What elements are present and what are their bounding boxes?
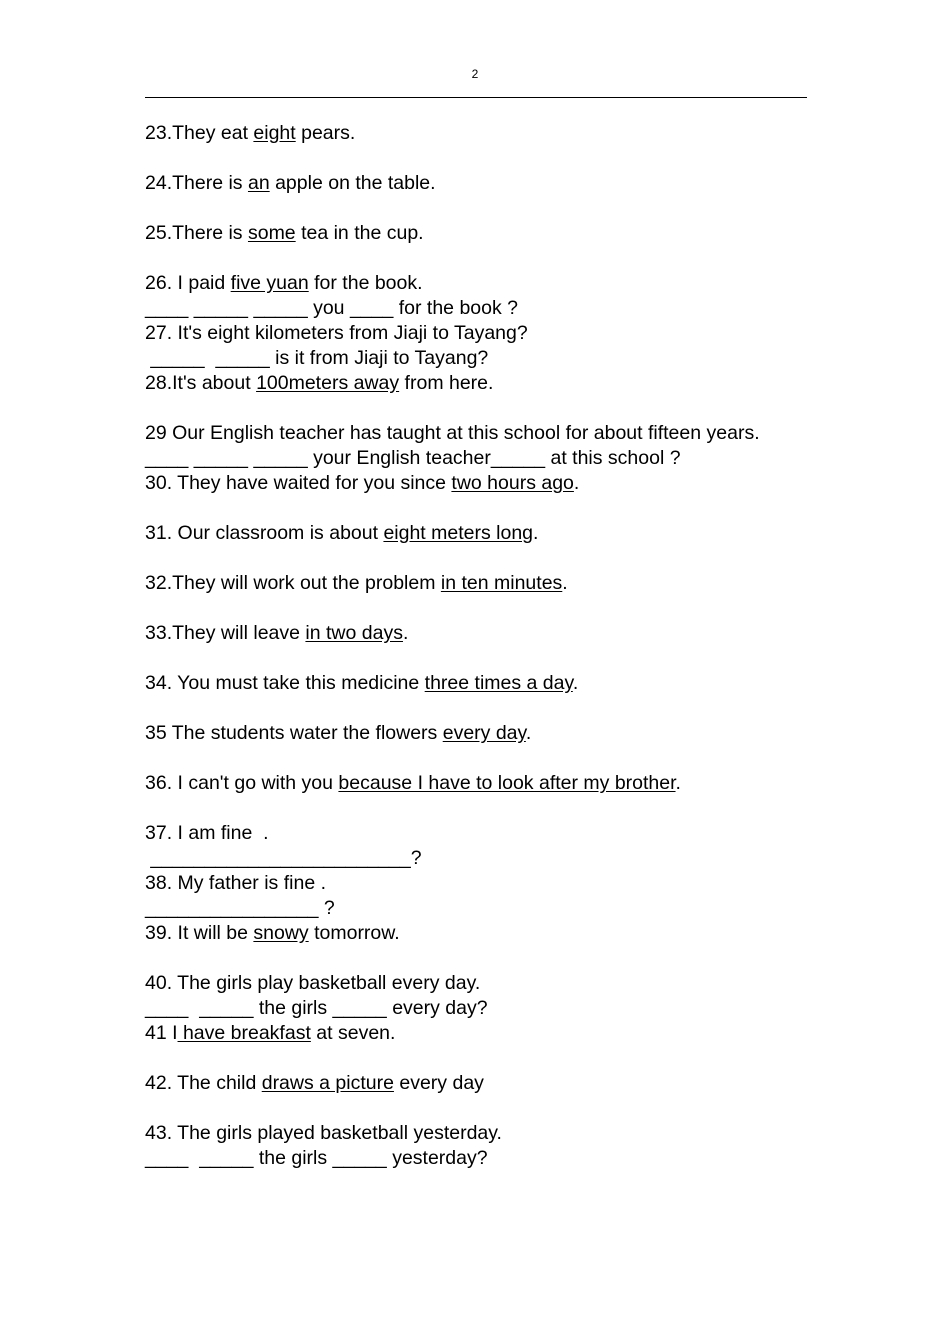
- underlined-phrase: eight: [253, 122, 296, 144]
- underlined-phrase: snowy: [253, 922, 309, 944]
- exercise-line: [145, 771, 825, 796]
- blank-line: [145, 946, 825, 971]
- exercise-line: [145, 446, 825, 471]
- blank-line: [145, 396, 825, 421]
- exercise-line: [145, 371, 825, 396]
- line-text: 35 The students water the flowers: [145, 722, 443, 744]
- underlined-phrase: an: [247, 172, 270, 194]
- exercise-content: [145, 121, 825, 1171]
- blank-line: [145, 696, 825, 721]
- line-text: tomorrow.: [308, 922, 400, 944]
- exercise-line: [145, 1021, 825, 1046]
- line-text: 33.They will leave: [145, 622, 306, 644]
- exercise-line: [145, 521, 825, 546]
- exercise-line: [145, 971, 825, 996]
- exercise-line: [145, 921, 825, 946]
- blank-line: [145, 146, 825, 171]
- line-text: 41 I: [145, 1022, 178, 1044]
- exercise-line: [145, 421, 825, 446]
- line-text: 36. I can't go with you: [145, 772, 339, 794]
- exercise-line: [145, 721, 825, 746]
- exercise-line: [145, 871, 825, 896]
- page-number: 2: [471, 67, 479, 81]
- line-text: ________________ ?: [145, 897, 335, 919]
- blank-line: [145, 496, 825, 521]
- underlined-phrase: 100meters away: [256, 372, 400, 394]
- line-text: _____ _____ is it from Jiaji to Tayang?: [145, 347, 489, 369]
- line-text: .: [402, 622, 409, 644]
- blank-line: [145, 1096, 825, 1121]
- line-text: 24.There is: [145, 172, 248, 194]
- line-text: ____ _____ the girls _____ yesterday?: [145, 1147, 488, 1169]
- underlined-phrase: two hours ago: [451, 472, 574, 494]
- line-text: .: [573, 472, 580, 494]
- exercise-line: [145, 1146, 825, 1171]
- line-text: ____ _____ _____ you ____ for the book ?: [145, 297, 518, 319]
- exercise-line: [145, 321, 825, 346]
- line-text: apple on the table.: [269, 172, 436, 194]
- line-text: 39. It will be: [145, 922, 254, 944]
- line-text: ____ _____ _____ your English teacher_____ at this school ?: [145, 447, 681, 469]
- line-text: from here.: [399, 372, 494, 394]
- line-text: .: [572, 672, 579, 694]
- underlined-phrase: draws a picture: [261, 1072, 394, 1094]
- line-text: .: [525, 722, 532, 744]
- line-text: tea in the cup.: [295, 222, 424, 244]
- blank-line: [145, 646, 825, 671]
- line-text: at seven.: [310, 1022, 396, 1044]
- line-text: 42. The child: [145, 1072, 262, 1094]
- underlined-phrase: every day: [442, 722, 526, 744]
- exercise-line: [145, 296, 825, 321]
- line-text: 23.They eat: [145, 122, 254, 144]
- blank-line: [145, 596, 825, 621]
- line-text: 30. They have waited for you since: [145, 472, 452, 494]
- line-text: 31. Our classroom is about: [145, 522, 384, 544]
- line-text: 34. You must take this medicine: [145, 672, 425, 694]
- blank-line: [145, 796, 825, 821]
- line-text: 38. My father is fine .: [145, 872, 326, 894]
- exercise-line: [145, 671, 825, 696]
- blank-line: [145, 746, 825, 771]
- line-text: 43. The girls played basketball yesterday.: [145, 1122, 502, 1144]
- underlined-phrase: because I have to look after my brother: [338, 772, 676, 794]
- line-text: .: [533, 522, 539, 544]
- exercise-line: [145, 846, 825, 871]
- line-text: 32.They will work out the problem: [145, 572, 441, 594]
- line-text: .: [562, 572, 568, 594]
- line-text: pears.: [295, 122, 356, 144]
- exercise-line: [145, 121, 825, 146]
- exercise-line: [145, 821, 825, 846]
- blank-line: [145, 546, 825, 571]
- exercise-line: [145, 171, 825, 196]
- exercise-line: [145, 621, 825, 646]
- header-divider: [145, 97, 807, 98]
- underlined-phrase: eight meters long: [383, 522, 534, 544]
- blank-line: [145, 196, 825, 221]
- line-text: 40. The girls play basketball every day.: [145, 972, 481, 994]
- blank-line: [145, 1046, 825, 1071]
- line-text: 26. I paid: [145, 272, 231, 294]
- exercise-line: [145, 346, 825, 371]
- underlined-phrase: three times a day: [424, 672, 573, 694]
- underlined-phrase: in ten minutes: [440, 572, 563, 594]
- exercise-line: [145, 996, 825, 1021]
- blank-line: [145, 246, 825, 271]
- line-text: 25.There is: [145, 222, 248, 244]
- line-text: every day: [393, 1072, 484, 1094]
- line-text: 27. It's eight kilometers from Jiaji to Tayang?: [145, 322, 528, 344]
- exercise-line: [145, 471, 825, 496]
- line-text: ________________________?: [145, 847, 422, 869]
- line-text: .: [675, 772, 681, 794]
- line-text: ____ _____ the girls _____ every day?: [145, 997, 488, 1019]
- underlined-phrase: have breakfast: [177, 1022, 311, 1044]
- exercise-line: [145, 896, 825, 921]
- line-text: for the book.: [308, 272, 423, 294]
- underlined-phrase: some: [247, 222, 296, 244]
- line-text: 37. I am fine .: [145, 822, 269, 844]
- underlined-phrase: in two days: [305, 622, 403, 644]
- line-text: 28.It's about: [145, 372, 257, 394]
- exercise-line: [145, 271, 825, 296]
- exercise-line: [145, 221, 825, 246]
- exercise-line: [145, 1071, 825, 1096]
- underlined-phrase: five yuan: [230, 272, 309, 294]
- exercise-line: [145, 571, 825, 596]
- line-text: 29 Our English teacher has taught at this school for about fifteen years.: [145, 422, 760, 444]
- exercise-line: [145, 1121, 825, 1146]
